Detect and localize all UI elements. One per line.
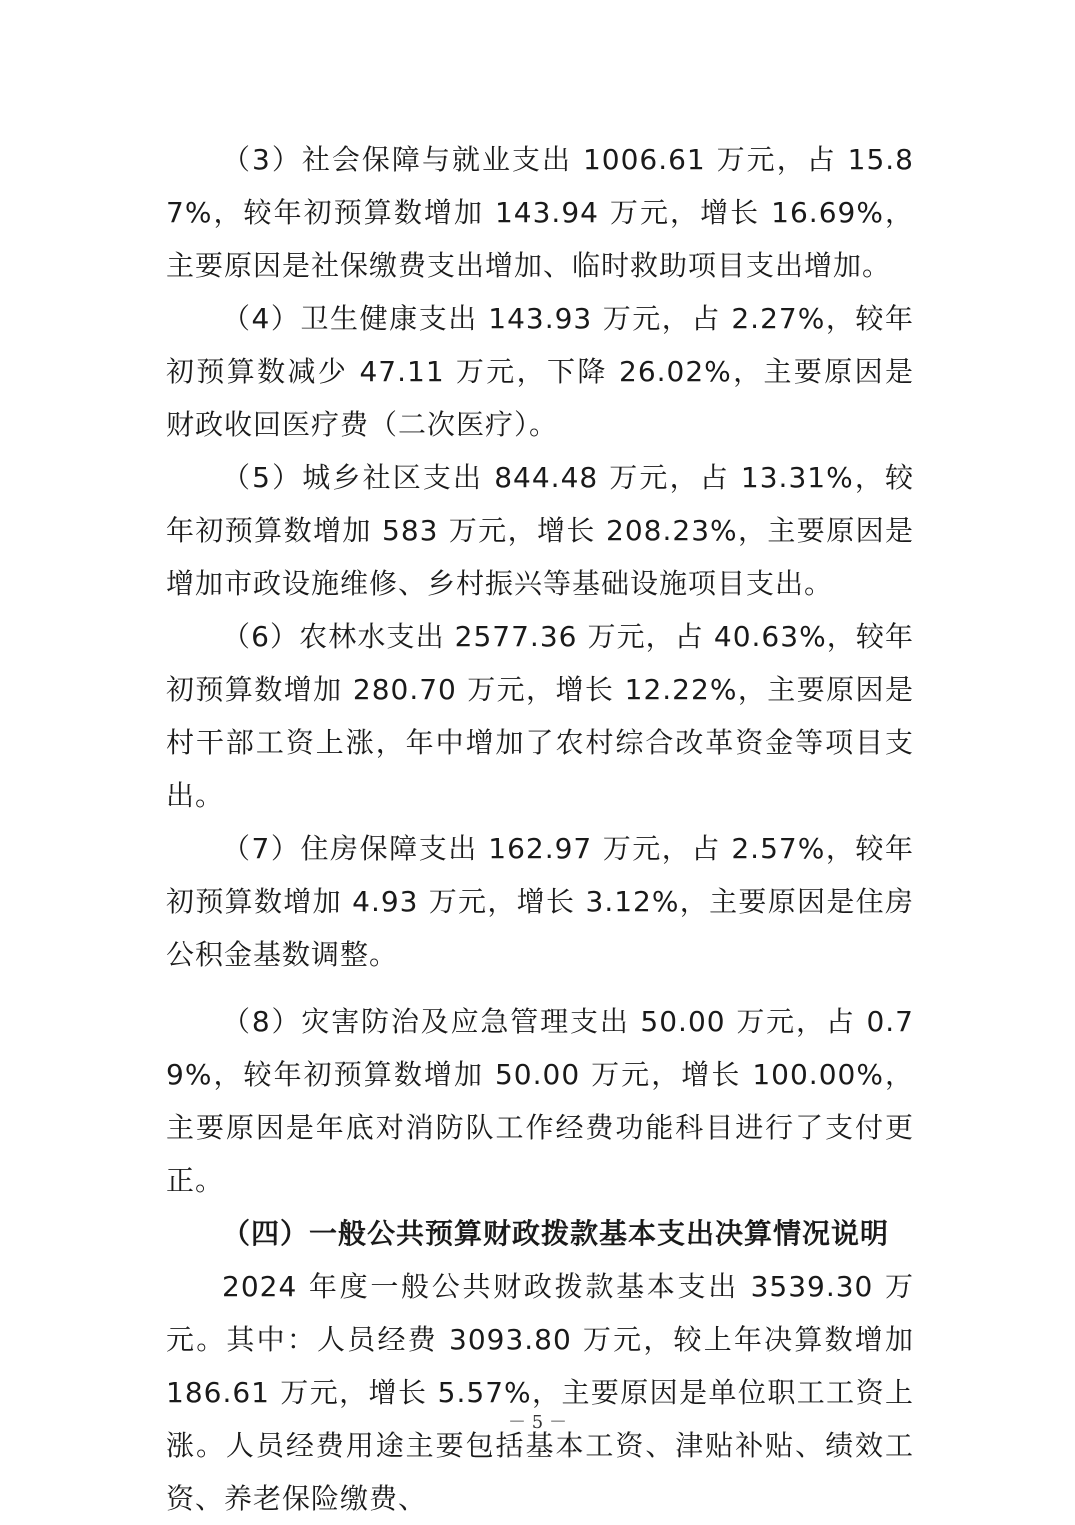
paragraph-housing: （7）住房保障支出 162.97 万元，占 2.57%，较年初预算数增加 4.93 万元，增长 3.12%，主要原因是住房公积金基数调整。 [166, 832, 914, 971]
paragraph-basic-expenditure: 2024 年度一般公共财政拨款基本支出 3539.30 万元。其中：人员经费 3093.80 万元，较上年决算数增加 186.61 万元，增长 5.57%，主要原因是单位职工工资上涨。人员经费用途主要包括基本工资、津贴补贴、绩效工资、养老保险缴费、 [166, 1270, 914, 1515]
paragraph-health: （4）卫生健康支出 143.93 万元，占 2.27%，较年初预算数减少 47.11 万元，下降 26.02%，主要原因是财政收回医疗费（二次医疗）。 [166, 302, 914, 441]
paragraph-disaster-prevention: （8）灾害防治及应急管理支出 50.00 万元，占 0.79%，较年初预算数增加 50.00 万元，增长 100.00%，主要原因是年底对消防队工作经费功能科目进行了支付更正。 [166, 1005, 914, 1197]
page-number: － 5 － [508, 1412, 567, 1433]
document-body [166, 133, 914, 1525]
paragraph-agriculture: （6）农林水支出 2577.36 万元，占 40.63%，较年初预算数增加 280.70 万元，增长 12.22%，主要原因是村干部工资上涨，年中增加了农村综合改革资金等项目支出。 [166, 620, 914, 812]
paragraph-social-security: （3）社会保障与就业支出 1006.61 万元，占 15.87%，较年初预算数增加 143.94 万元，增长 16.69%，主要原因是社保缴费支出增加、临时救助项目支出增加。 [166, 143, 914, 282]
paragraph-urban-rural: （5）城乡社区支出 844.48 万元，占 13.31%，较年初预算数增加 583 万元，增长 208.23%，主要原因是增加市政设施维修、乡村振兴等基础设施项目支出。 [166, 461, 914, 600]
section-heading: （四）一般公共预算财政拨款基本支出决算情况说明 [222, 1217, 890, 1250]
